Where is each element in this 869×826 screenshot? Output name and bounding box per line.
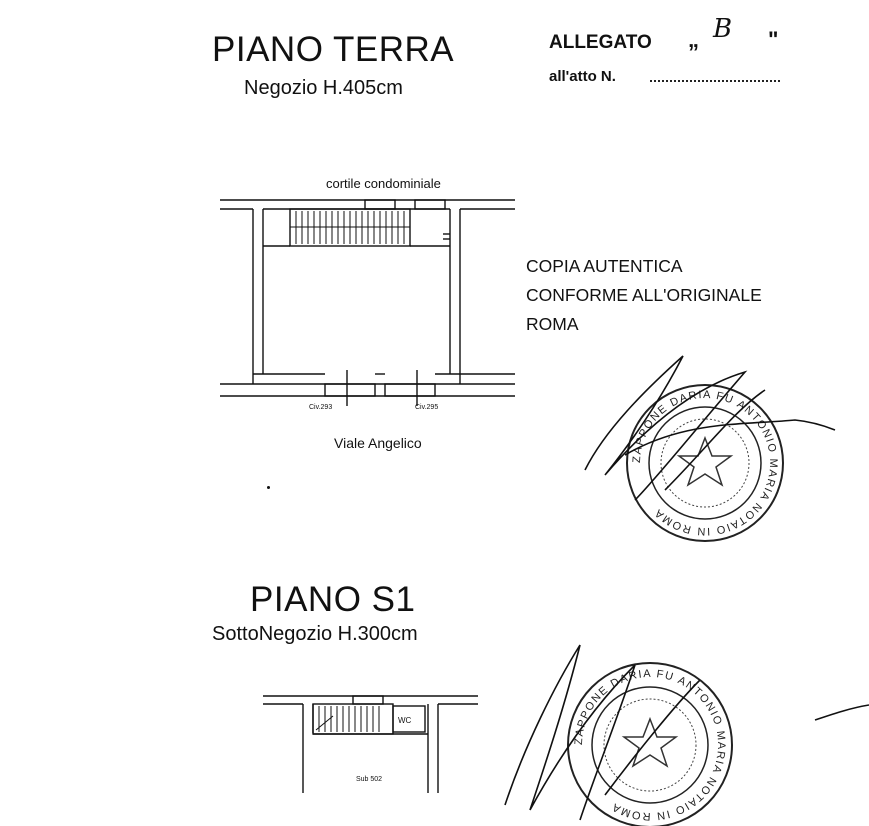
sub-label: Sub 502: [356, 776, 383, 783]
annex-label: ALLEGATO: [549, 32, 652, 53]
door-label-right: Civ.295: [415, 404, 439, 409]
street-label: Viale Angelico: [334, 435, 422, 451]
certification-line-3: ROMA: [526, 314, 579, 334]
svg-text:ZAPPONE DARIA FU ANTONIO MARIA: [631, 389, 779, 537]
annex-letter: B: [713, 14, 733, 44]
svg-text:ZAPPONE DARIA FU ANTONIO MARIA: [573, 668, 727, 822]
certification-line-2: CONFORME ALL'ORIGINALE: [526, 285, 762, 305]
door-label-left: Civ.293: [309, 404, 333, 409]
basement-subtitle: SottoNegozio H.300cm: [212, 623, 418, 645]
ground-floor-title: PIANO TERRA: [212, 30, 455, 69]
wc-label: WC: [398, 716, 412, 725]
ground-floor-subtitle: Negozio H.405cm: [244, 77, 403, 99]
basement-plan: [258, 688, 483, 798]
notary-seal-1: [565, 350, 855, 590]
courtyard-label: cortile condominiale: [326, 176, 441, 191]
certification-line-1: COPIA AUTENTICA: [526, 256, 683, 276]
close-quote: ": [768, 27, 779, 52]
ground-floor-plan: [215, 194, 525, 409]
open-quote: „: [688, 27, 699, 52]
seal-2-ring-text: ZAPPONE DARIA FU ANTONIO MARIA NOTAIO IN ROMA: [572, 667, 728, 823]
deed-label: all'atto N.: [549, 68, 616, 85]
seal-1-ring-text: ZAPPONE DARIA FU ANTONIO MARIA NOTAIO IN ROMA: [630, 388, 780, 538]
deed-number-line: [650, 80, 780, 82]
notary-seal-2: [485, 635, 869, 826]
basement-title: PIANO S1: [250, 580, 416, 619]
certification-block: [526, 252, 762, 339]
scan-speck: [267, 486, 270, 489]
